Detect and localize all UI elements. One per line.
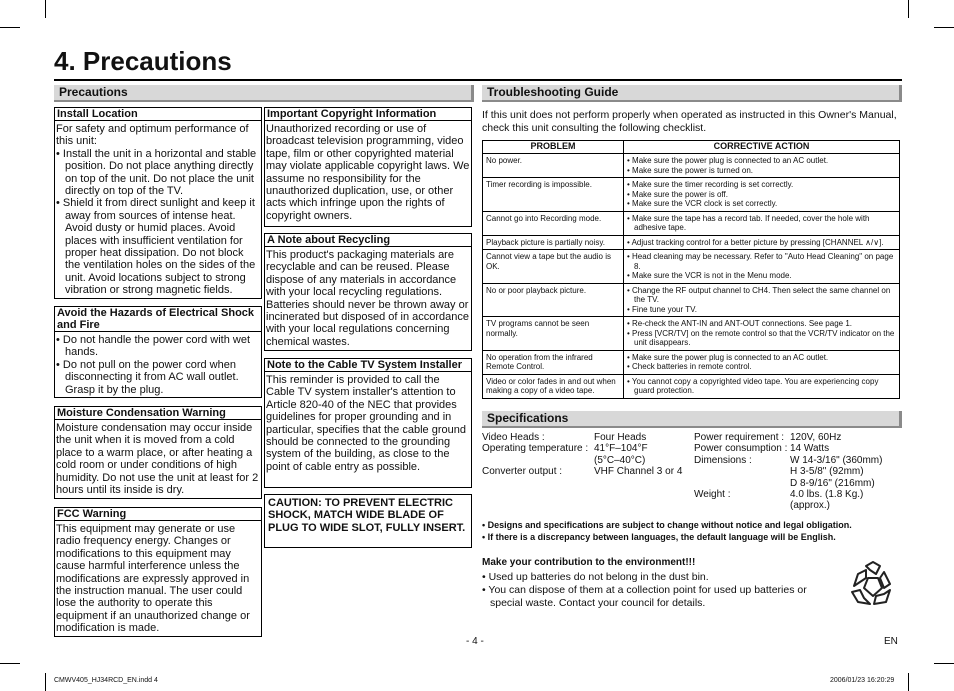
install-location-box (54, 107, 262, 299)
install-location-heading: Install Location (55, 108, 261, 121)
language-code: EN (884, 636, 898, 647)
action-item: • Re-check the ANT-IN and ANT-OUT connections. See page 1. (627, 319, 896, 329)
spec-value: 14 Watts (790, 443, 830, 455)
spec-value: (approx.) (790, 500, 831, 512)
spec-value: D 8-9/16" (216mm) (790, 477, 875, 489)
spec-value: 120V, 60Hz (790, 432, 842, 443)
table-row (483, 374, 900, 398)
crop-mark (908, 0, 909, 18)
spec-label: Power requirement : (694, 432, 785, 443)
table-row (483, 250, 900, 284)
spec-note: • Designs and specifications are subject to change without notice and legal obligation. (482, 520, 852, 530)
problem-cell: No or poor playback picture. (483, 283, 624, 317)
column-header-action: CORRECTIVE ACTION (624, 141, 900, 154)
spec-row (482, 432, 682, 443)
install-location-item: • Install the unit in a horizontal and stable position. Do not place anything directly on top of the unit. Do not place the unit directly on top of the TV. (56, 148, 260, 198)
action-item: • Make sure the VCR is not in the Menu mode. (627, 271, 896, 281)
spec-row (694, 432, 882, 443)
action-cell (624, 317, 900, 351)
moisture-body: Moisture condensation may occur inside the unit when it is moved from a cold place to a warm place, or after heating a cold room or under conditions of high humidity. Do not use the unit at least for 2 hours until its inside is dry. (56, 422, 259, 497)
action-item: • Make sure the power is off. (627, 190, 896, 200)
recycling-heading: A Note about Recycling (265, 234, 471, 247)
spec-row (694, 478, 882, 489)
page-title: 4. Precautions (54, 46, 232, 76)
spec-label: Dimensions : (694, 454, 752, 466)
spec-value: H 3-5/8" (92mm) (790, 466, 864, 478)
fcc-box (54, 507, 262, 637)
hazards-item: • Do not handle the power cord with wet hands. (56, 334, 260, 359)
fcc-body: This equipment may generate or use radio frequency energy. Changes or modifications to this equipment may cause harmful interference unless the modifications are expressly approved in the instruction manual. The user could lose the authority to operate this equipment if an unauthorized change or modification is made. (56, 523, 250, 635)
copyright-box (264, 107, 472, 227)
moisture-box (54, 406, 262, 499)
environment-item: • Used up batteries do not belong in the dust bin. (482, 571, 842, 584)
table-row (483, 317, 900, 351)
spec-label: Power consumption : (694, 443, 788, 455)
action-item: • You cannot copy a copyrighted video tape. You are experiencing copy guard protection. (627, 377, 896, 396)
title-rule (54, 79, 902, 81)
problem-cell: TV programs cannot be seen normally. (483, 317, 624, 351)
environment-heading: Make your contribution to the environment!!! (482, 557, 696, 568)
spec-notes (482, 519, 852, 543)
action-item: • Head cleaning may be necessary. Refer to "Auto Head Cleaning" on page 8. (627, 252, 896, 271)
action-cell (624, 154, 900, 178)
spec-label (694, 478, 790, 489)
spec-value: 4.0 lbs. (1.8 Kg.) (790, 489, 864, 501)
specs-left (482, 432, 682, 478)
problem-cell: Cannot view a tape but the audio is OK. (483, 250, 624, 284)
recycling-body: This product's packaging materials are recyclable and can be reused. Please dispose of any materials in accordance with your local recycling regulations. Batteries should never be thrown away or incinerated but disposed of in accordance with your local regulations concerning chemical wastes. (266, 249, 470, 348)
spec-row (694, 500, 882, 511)
action-item: • Make sure the power is turned on. (627, 166, 896, 176)
section-bar-specifications: Specifications (482, 411, 902, 428)
timestamp: 2006/01/23 16:20:29 (830, 677, 895, 684)
spec-value: VHF Channel 3 or 4 (594, 466, 683, 478)
spec-value: 41°F–104°F (594, 443, 648, 455)
spec-label (694, 466, 790, 477)
crop-mark (45, 0, 46, 18)
fcc-heading: FCC Warning (55, 508, 261, 521)
action-item: • Make sure the tape has a record tab. If needed, cover the hole with adhesive tape. (627, 214, 896, 233)
crop-mark (908, 673, 909, 691)
environment-item: • You can dispose of them at a collection point for used up batteries or special waste. Contact your council for details. (482, 584, 842, 610)
crop-mark (45, 673, 46, 691)
hazards-box (54, 306, 262, 398)
specs-right (694, 432, 882, 512)
file-name: CMWV405_HJ34RCD_EN.indd 4 (54, 677, 158, 684)
caution-box (264, 494, 472, 548)
environment-block (482, 556, 842, 610)
troubleshooting-intro: If this unit does not perform properly when operated as instructed in this Owner's Manual, check this unit consulting the following checklist. (482, 109, 897, 134)
problem-cell: Playback picture is partially noisy. (483, 235, 624, 250)
action-cell (624, 250, 900, 284)
moisture-heading: Moisture Condensation Warning (55, 407, 261, 420)
crop-mark (934, 27, 954, 28)
spec-row (482, 443, 682, 454)
table-row (483, 178, 900, 212)
action-item: • Make sure the timer recording is set correctly. (627, 180, 896, 190)
hazards-heading: Avoid the Hazards of Electrical Shock and Fire (55, 307, 261, 332)
spec-label: Operating temperature : (482, 443, 589, 455)
crop-mark (934, 663, 954, 664)
spec-row (694, 489, 882, 500)
recycling-box (264, 233, 472, 351)
recycle-icon (846, 558, 900, 612)
action-cell (624, 283, 900, 317)
action-cell (624, 178, 900, 212)
spec-label: Video Heads : (482, 432, 545, 443)
spec-row (694, 443, 882, 454)
spec-label: Converter output : (482, 466, 563, 478)
action-item: • Make sure the VCR clock is set correctly. (627, 199, 896, 209)
problem-cell: Video or color fades in and out when making a copy of a video tape. (483, 374, 624, 398)
problem-cell: Timer recording is impossible. (483, 178, 624, 212)
spec-value: W 14-3/16" (360mm) (790, 454, 883, 466)
action-cell (624, 350, 900, 374)
table-row (483, 154, 900, 178)
cable-body: This reminder is provided to call the Cable TV system installer's attention to Article 820-40 of the NEC that provides guidelines for proper grounding and in particular, specifies that the cable ground should be connected to the grounding system of the building, as close to the point of cable entry as possible. (266, 374, 466, 473)
troubleshooting-table (482, 140, 900, 399)
spec-label (694, 500, 790, 511)
cable-box (264, 358, 472, 488)
table-row (483, 211, 900, 235)
spec-value: Four Heads (594, 432, 647, 443)
crop-mark (0, 27, 20, 28)
column-header-problem: PROBLEM (483, 141, 624, 154)
problem-cell: No operation from the infrared Remote Control. (483, 350, 624, 374)
section-bar-precautions: Precautions (54, 85, 474, 102)
spec-row (482, 455, 682, 466)
action-cell (624, 235, 900, 250)
problem-cell: No power. (483, 154, 624, 178)
spec-note: • If there is a discrepancy between languages, the default language will be English. (482, 532, 836, 542)
install-location-item: • Shield it from direct sunlight and keep it away from sources of intense heat. Avoid dusty or humid places. Avoid places with insufficient ventilation for proper heat dissipation. Do not block the ventilation holes on the sides of the unit. Avoid locations subject to strong vibration or strong magnetic fields. (56, 197, 260, 296)
action-item: • Press [VCR/TV] on the remote control so that the VCR/TV indicator on the unit disappears. (627, 329, 896, 348)
hazards-item: • Do not pull on the power cord when disconnecting it from AC wall outlet. Grasp it by the plug. (56, 359, 260, 396)
spec-label (482, 455, 594, 466)
spec-row (694, 455, 882, 466)
problem-cell: Cannot go into Recording mode. (483, 211, 624, 235)
action-item: • Change the RF output channel to CH4. Then select the same channel on the TV. (627, 286, 896, 305)
install-location-intro: For safety and optimum performance of this unit: (56, 123, 249, 148)
action-cell (624, 374, 900, 398)
copyright-body: Unauthorized recording or use of broadcast television programming, video tape, film or other copyrighted material may violate applicable copyright laws. We assume no responsibility for the unauthorized duplication, use, or other acts which infringe upon the rights of copyright owners. (266, 123, 470, 222)
table-row (483, 235, 900, 250)
table-row (483, 283, 900, 317)
page-number: - 4 - (466, 636, 484, 647)
caution-text: CAUTION: TO PREVENT ELECTRIC SHOCK, MATCH WIDE BLADE OF PLUG TO WIDE SLOT, FULLY INSERT. (268, 497, 466, 534)
spec-row (694, 466, 882, 477)
section-bar-troubleshooting: Troubleshooting Guide (482, 85, 902, 102)
action-item: • Fine tune your TV. (627, 305, 896, 315)
spec-value: (5°C–40°C) (594, 454, 646, 466)
action-cell (624, 211, 900, 235)
action-item: • Check batteries in remote control. (627, 362, 896, 372)
copyright-heading: Important Copyright Information (265, 108, 471, 121)
action-item: • Make sure the power plug is connected to an AC outlet. (627, 353, 896, 363)
spec-label: Weight : (694, 489, 731, 501)
crop-mark (0, 663, 20, 664)
table-row (483, 350, 900, 374)
cable-heading: Note to the Cable TV System Installer (265, 359, 471, 372)
action-item: • Adjust tracking control for a better picture by pressing [CHANNEL ∧/∨]. (627, 238, 896, 248)
spec-row (482, 466, 682, 477)
action-item: • Make sure the power plug is connected to an AC outlet. (627, 156, 896, 166)
